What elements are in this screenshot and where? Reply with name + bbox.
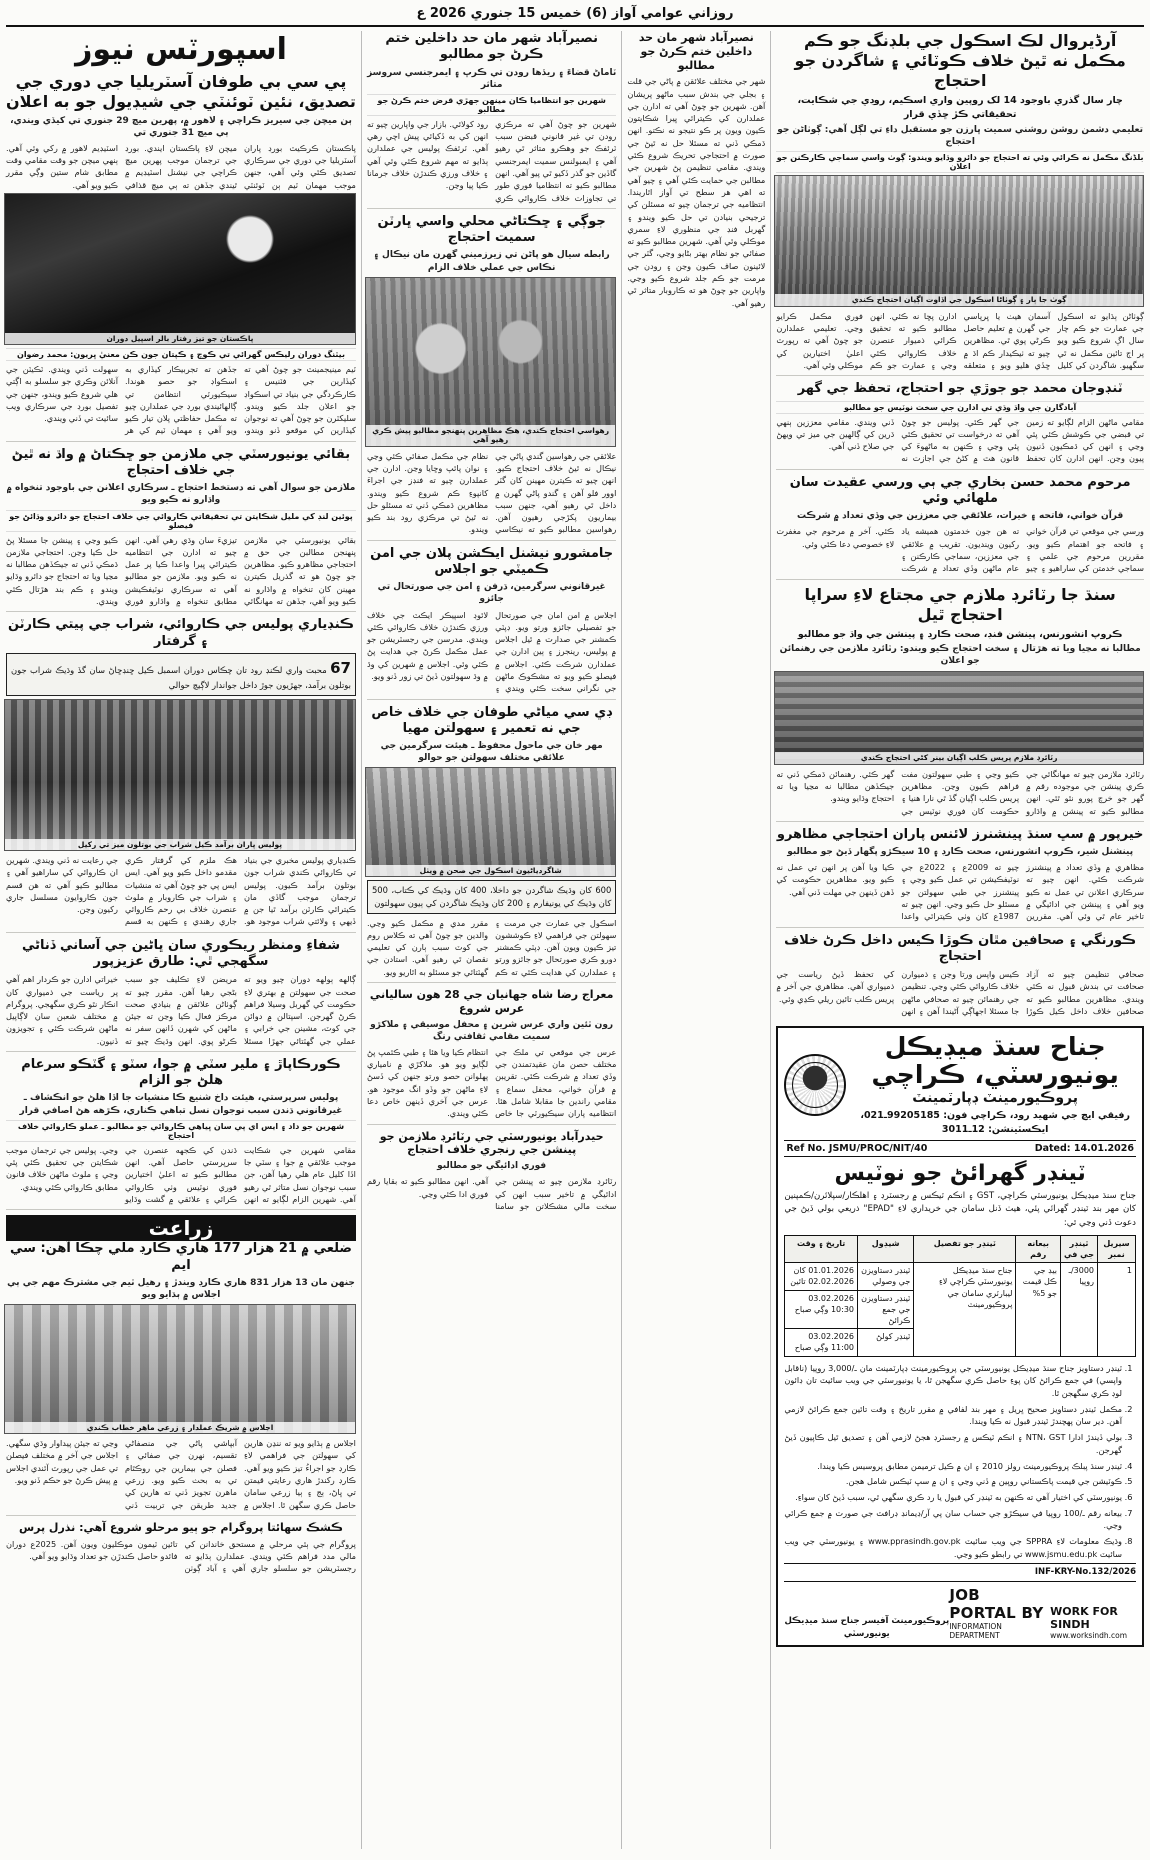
photo-caption: پاڪستان جو تيز رفتار بالر اسپيل دوران: [5, 333, 355, 344]
subhead: فوري ادائيگي جو مطالبو: [437, 1161, 547, 1172]
tender-table: [784, 1235, 1136, 1357]
article-photo: [4, 699, 356, 851]
article-body: ورسي جي موقعي تي قرآن خواني ۽ فاتحه جو اهتمام ڪيو ويو. مقررين مرحوم جي علمي ۽ سماجي خدمتن کي ساراهيو ۽ چيو ته هن جون خدمتون هميشه ياد رکيون وينديون. تقريب ۾ علائقي جي معززين، سماجي ڪارڪنن ۽ عام ماڻهن وڏي تعداد ۾ شرڪت ڪئي. آخر ۾ مرحوم جي مغفرت لاءِ خصوصي دعا ڪئي وئي.: [776, 526, 1144, 574]
cell-bid: بيڊ جي ڪل قيمت جو 5%: [1016, 1263, 1061, 1356]
subhead: پينشنل شير، ڪروپ انشورنس، صحت ڪارڊ ۽ 10 سيڪڙو پگهار ڏيڻ جو مطالبو: [787, 847, 1134, 858]
subhead: پوليس سرپرستي، هيئت داخ شنيع ڪا منشيات جا اڏا هلڻ جو انڪشاف ـ غيرقانوني ڌندن سبب نوجوان نسل تباهي ڪناري، ڪڙهه هڻ اصافي قرار: [19, 1093, 343, 1116]
job-portal-text: [949, 1586, 1050, 1640]
term-item: 1. ٽينڊر دستاويز جناح سنڌ ميڊيڪل يونيورسٽي جي پروڪيورمينٽ ڊپارٽمينٽ مان ـ/3,000 روپيا (ناقابل واپسي) في جمع ڪرائڻ کان پوءِ حاصل ڪري سگهجن ٿا، يا يونيورسٽي جي ويب سائيٽ تان ڊائون لوڊ ڪري سگهجن ٿا.: [784, 1362, 1122, 1400]
article-photo: [774, 671, 1144, 765]
university-name: جناح سنڌ ميڊيڪل يونيورسٽي، ڪراچي: [871, 1032, 1119, 1089]
university-crest-icon: [784, 1054, 846, 1116]
cell-schedule: ٽينڊر دستاويزن جي وصولي: [858, 1263, 914, 1290]
police-note-box: [6, 653, 356, 696]
subhead: مهر خان جي ماحول محفوظ ـ هيئت سرگرمين جي علائقي مختلف سهولتن جو حوالو: [380, 741, 603, 764]
headline: ضلعي ۾ 21 هزار 177 هاري ڪارڊ ملي چڪا آهن: سي ايم: [10, 1241, 352, 1273]
tender-advertisement: [776, 1026, 1144, 1647]
masthead: روزاني عوامي آواز (6) خميس 15 جنوري 2026 ع: [6, 4, 1144, 27]
article-photo: [365, 277, 616, 447]
term-item: 6. يونيورسٽي کي اختيار آهي ته ڪنهن به ٽينڊر کي قبول يا رد ڪري سگهي ٿي، سبب ڏيڻ کان سواءِ.: [784, 1491, 1122, 1504]
department-name: پروڪيورمينٽ ڊپارٽمينٽ: [912, 1090, 1079, 1107]
ad-intro: جناح سنڌ ميڊيڪل يونيورسٽي ڪراچي، GST ۽ انڪم ٽيڪس ۾ رجسٽرڊ ۽ اهلڪار/سپلائرن/ڪمپنين کان مهر بند ٽينڊر گهرائي پئي، هيٺ ڏنل سامان جي خريداري لاءِ "EPAD" ذريعي بولي ڏيڻ جي دعوت ڏني وڃي ٿي:: [784, 1190, 1137, 1228]
column-divider: [361, 31, 362, 1849]
article-naseerabad-encroachment: [367, 31, 616, 209]
ad-reference-row: [784, 1140, 1136, 1157]
work-for-sindh-label: WORK FOR SINDH: [1050, 1605, 1118, 1632]
cell-fee: 3000/ـ روپيا: [1060, 1263, 1097, 1356]
column-divider: [770, 31, 771, 1849]
term-item: 7. بيعانه رقم ـ/100 روپيا في سيڪڙو جي حساب سان پي آر/ڊيمانڊ ڊرافٽ جي صورت ۾ جمع ڪرائي وڃي.: [784, 1507, 1122, 1532]
article-urs: [367, 988, 616, 1125]
column-left: [6, 31, 356, 1849]
headline: نصيرآباد شهر مان حد داخلين ختم ڪرڻ جو مطالبو: [385, 31, 598, 63]
sports-logo: اسپورٽس نيوز: [75, 32, 287, 67]
headline: آرڈيروال لڪ اسڪول جي بلڊنگ جو ڪم مڪمل نه ٿيڻ خلاف ڪوٽائي ۽ شاگردن جو احتجاج: [794, 31, 1126, 90]
article-photo: [4, 1304, 356, 1434]
article-shifa-health: [6, 938, 356, 1052]
headline: سنڌ جا رٽائرڊ ملازم جي مجتاع لاءِ سراپا احتجاج ٿيل: [804, 584, 1116, 624]
article-sports-lead: [6, 31, 356, 442]
procurement-signature: پروڪيورمينٽ آفيسر جناح سنڌ ميڊيڪل يونيورسٽي: [784, 1615, 950, 1639]
article-khairpur-pensioners: [776, 827, 1144, 928]
article-body: صحافي تنظيمن چيو ته آزاد صحافت تي بندش قبول نه ڪئي ويندي. مظاهرين مطالبو ڪيو ته صحافين خلاف داخل ڪيل ڪوڙا ڪيس واپس ورتا وڃن ۽ ذميوارن خلاف ڪاروائي ڪئي وڃي. تنظيمن جي رهنمائن چيو ته صحافي ماڻهن جا مسئلا اجهاڳي آڻيندا آهن ۽ انهن کي تحفظ ڏيڻ رياست جي ذميواري آهي. مظاهري جي آخر ۾ پريس ڪلب تائين ريلي ڪڍي وئي.: [776, 969, 1144, 1017]
th-detail: ٽينڊر جو تفصيل: [914, 1235, 1016, 1262]
headline: ڪشڪ سهائتا پروگرام جو ٻيو مرحلو شروع آهي: نذرل پرس: [18, 1520, 343, 1534]
article-body: رٽائرڊ ملازمن چيو ته پينشن جي ادائيگي ۾ تاخير سبب انهن کي سخت مالي مشڪلاتن جو سامنا آهي. انهن مطالبو ڪيو ته بقايا رقم فوري ادا ڪئي وڃي.: [366, 1176, 617, 1211]
photo-caption: ڳوٺ جا ٻار ۽ ڳوٺاڻا اسڪول جي اڏاوت اڳيان احتجاج ڪندي: [775, 294, 1143, 305]
headline: ڪورنگي ۽ صحافين مٿان ڪوڙا ڪيس داخل ڪرڻ خلاف احتجاج: [784, 932, 1137, 964]
article-kashti-program: [6, 1521, 356, 1579]
tender-terms-list: [784, 1362, 1136, 1561]
term-item: 4. ٽينڊر سنڌ پبلڪ پروڪيورمينٽ رولز 2010 ۽ ان ۾ ڪيل ترميمن مطابق پروسيس ڪيا ويندا.: [784, 1460, 1122, 1473]
article-photo: [365, 767, 616, 877]
cell-datetime: 01.01.2026 کان 02.02.2026 تائين: [785, 1263, 858, 1290]
article-malir-gambling: [6, 1057, 356, 1210]
column-divider: [621, 31, 622, 1849]
headline: ٽنڊوجان محمد جو جوڙي جو احتجاج، تحفظ جي گهر: [797, 381, 1123, 397]
article-body: بقائي يونيورسٽي جي ملازمن پنهنجن مطالبن جي حق ۾ احتجاجي مظاهرو ڪيو. مظاهرين جو چوڻ هو ته گذريل ڪيترن مهينن کان تنخواه ۾ واڌارو نه ڪيو ويو آهي، جڏهن ته مهانگائي تيزيءَ سان وڌي رهي آهي. انهن چيو ته ادارن جي انتظاميه ڪيترائي ڀيرا واعدا ڪيا پر عمل نه ڪيو ويو. ملازمن جو مطالبو آهي ته سرڪاري نوٽيفڪيشن مطابق تنخواه ۾ واڌارو فوري ڪيو وڃي ۽ پينشن جا مسئلا پڻ حل ڪيا وڃن. احتجاجي ملازمن ڌمڪي ڏني ته جيڪڏهن مطالبا نه مڃيا ويا ته احتجاج جو دائرو وڌايو ويندو ۽ ڪم بند هڙتال ڪئي ويندي.: [6, 534, 356, 607]
photo-caption: رهواسي احتجاج ڪندي، هڪ مظاهرين پنهنجو مطالبو پيش ڪري رهيو آهي: [366, 425, 615, 446]
ad-date: Dated: 14.01.2026: [1034, 1142, 1134, 1154]
article-body: اجلاس ۾ ٻڌايو ويو ته ننڍن هارين کي سهولتن جي فراهمي لاءِ ڪارڊ جو اجراءُ تيز ڪيو ويو آهي. ڪارڊ رکندڙ هاري رعايتي قيمتن تي ڀاڻ، ٻج ۽ ٻيا زرعي سامان حاصل ڪري سگهن ٿا. اجلاس ۾ آبپاشي پاڻي جي منصفاڻي تقسيم، نهرن جي صفائي ۽ فصلن جي بيمارين جي روڪٿام تي به بحث ڪيو ويو. زرعي ماهرن تجويز ڏني ته هارين کي جديد طريقن جي تربيت ڏني وڃي ته جيئن پيداوار وڌي سگهي. اجلاس جي آخر ۾ مختلف فيصلن تي عمل جي رپورٽ آئندي اجلاس ۾ پيش ڪرڻ جو حڪم ڏنو ويو.: [6, 1438, 356, 1510]
article-tandojam: [776, 381, 1144, 469]
subhead: رابطه سيال هو پاڻن تي زيرزميني گهرن مان نيڪال ۽ نڪاس جي عملي خلاف الزام: [373, 250, 610, 273]
address-line: رفيقي ايچ جي شهيد رود، ڪراچي فون: 99205185ـ021، ايڪسٽينشن: 12ـ3011: [860, 1110, 1130, 1135]
article-bukhari-anniversary: [776, 475, 1144, 580]
photo-caption: رٽائرڊ ملازم پريس ڪلب اڳيان بينر کڻي احتجاج ڪندي: [775, 752, 1143, 763]
column-center: [367, 31, 616, 1849]
term-item: 5. ڪوٽيشن جي قيمت پاڪستاني روپين ۾ ڏني وڃي ۽ ان ۾ سڀ ٽيڪس شامل هجن.: [784, 1475, 1122, 1488]
article-body: عرس جي موقعي تي ملڪ جي مختلف حصن مان عقيدتمندن جي وڏي تعداد ۾ شرڪت ڪئي. تقريبن ۾ قرآن خواني، محفل سماع ۽ مقامي راندين جا مقابلا شامل هئا. انتظاميه پاران سيڪيورٽي جا خاص انتظام ڪيا ويا هئا ۽ طبي ڪئمپ پڻ لڳايو ويو هو. ملاکڙي ۾ نامياري پهلوانن حصو ورتو جنهن کي ڏسڻ لاءِ ماڻهن جو وڏو انگ موجود هو. عرس جي آخري ڏينهن خاص دعا ڪئي ويندي.: [366, 1046, 617, 1119]
headline: معراج رضا شاه جهانيان جي 28 هون سالياني عرس شروع: [369, 988, 614, 1015]
subhead: ٽاماڻ قضاءَ ۽ ريڏها رودن تي ڪرڀ ۽ ايمرجنسي سروسز متاثر: [367, 67, 617, 90]
police-note-text: محبت واري لڪنڊ رود تان چڪاس دوران اسمبل ڪيل ڇنڊڇاڻ سان گڏ وڌيڪ شراب جون بوتلون برآمد، جهڙيون جوڙ داخل جواندار لاڳيچ حوالي: [11, 664, 351, 691]
article-agriculture: [6, 1215, 356, 1516]
ad-titles: [854, 1033, 1136, 1136]
article-mohalla-protest: [367, 214, 616, 541]
article-body: مظاهري ۾ وڏي تعداد ۾ پينشنرز شرڪت ڪئي. انهن چيو ته سرڪاري اعلانن تي عمل نه ڪيو ويو آهي ۽ پينشن جي ادائيگي ۾ تاخير عام ٿي وئي آهي. مقررين چيو ته 2009ع ۽ 2022ع جي نوٽيفڪيشن تي عمل ڪيو وڃي ۽ پينشنرز جي طبي سهولتن جو مسئلو حل ڪيو وڃي. انهن چيو ته 1987ع کان وٺي ڪيترائي واعدا ڪيا ويا آهن پر انهن تي عمل نه ڪيو ويو. مظاهرين حڪومت کي ڏهن ڏينهن جي مهلت ڏني آهي.: [776, 862, 1144, 922]
article-sindh-retired: [776, 585, 1144, 822]
dek: ڪروپ انشورنس، پينشن فنڊ، صحت ڪارڊ ۽ پينشن جي واڌ جو مطالبو: [797, 628, 1123, 640]
byline: شهرين جو داد ۽ ايس اي پي سان ڀياهي ڪاروائي جو مطالبو ـ عملو ڪاروائي خلاف احتجاج: [6, 1120, 356, 1142]
article-body: ٽيم مينيجمينٽ جو چوڻ آهي ته کيڏارين جي فٽنيس ۽ ڪارڪردگي جي بنياد تي اسڪواڊ جو اعلان جلد ڪيو ويندو. سلیکٽرن جو چوڻ آهي ته نوجوان کيڏارين کي موقعو ڏنو ويندو، جڏهن ته تجربيڪار کيڏاري به اسڪواڊ جو حصو هوندا. سيڪيورٽي انتظامن تي ڳالهائيندي بورڊ جي عملدارن چيو ته مڪمل حفاظتي پلان تيار ڪيو ويو آهي ۽ مهمان ٽيم کي هر سهولت ڏني ويندي. ٽڪيٽن جي آنلائن وڪري جو سلسلو به اڳتي هلي شروع ڪيو ويندو، جنهن جي تفصيل بورڊ جي سرڪاري ويب سائيٽ تي ڏني ويندي.: [6, 363, 356, 436]
article-baqai-university: [6, 447, 356, 613]
job-portal-logo[interactable]: [1050, 1605, 1136, 1640]
th-sr: سيريل نمبر: [1098, 1235, 1136, 1262]
headline: ڊي سي مياڻي طوفان جي خلاف خاص جي نه تعمير ۽ سهولتن مهيا: [371, 704, 612, 736]
subhead: رون ٽئين واري عرس شرين ۽ محفل موسيقي ۽ ملاکڙو سميت مقامي ثقافتي رنگ: [370, 1019, 614, 1042]
job-portal-title: JOB PORTAL BY: [949, 1586, 1044, 1623]
article-body: مقامي ماڻهن الزام لڳايو ته زمين تي قبضي جي ڪوشش ڪئي پئي وڃي ۽ انهن کي ڌمڪيون ڏنيون پيون وڃن. انهن ادارن کان تحفظ جي گهر ڪئي. پوليس جو چوڻ آهي ته درخواست تي تحقيق ڪئي پئي وڃي ۽ ڪنهن به ماڻهوءَ کي قانون هٿ ۾ کڻڻ جي اجازت نه ڏني ويندي. مقامي معززين ٻنهي ڌرين کي ڳالهين جي ميز تي ويهڻ جي صلاح ڏني آهي.: [776, 416, 1144, 464]
headline: شفاءِ ومنظر ريڪوري سان ڀاڻين جي آساني ڏناڻي سگهجي ٿي: طارق عزيزپور: [21, 937, 341, 969]
term-item: 2. مڪمل ٽينڊر دستاويز صحيح ڀريل ۽ مهر بند لفافي ۾ مقرر تاريخ ۽ وقت تائين جمع ڪرائڻ لازمي آهن. دير سان پهچندڙ ٽينڊر قبول نه ڪيا ويندا.: [784, 1403, 1122, 1428]
bottle-count: 67: [330, 658, 351, 677]
ref-no: Ref No. JSMU/PROC/NIT/40: [786, 1142, 928, 1154]
subhead: قرآن خواني، فاتحه ۽ خيرات، علائقي جي معززين جي وڏي تعداد ۾ شرڪت: [796, 511, 1124, 522]
column-right: [776, 31, 1144, 1849]
school-stats-box: 600 کان وڌيڪ شاگردن جو داخلا، 400 کان وڌيڪ کي ڪتاب، 500 کان وڌيڪ کي يونيفارم ۽ 200 کان وڌيڪ شاگردن کي ٻيون سهولتون: [367, 880, 616, 913]
article-naseerabad-encroachment-2: [627, 31, 765, 313]
article-school-building: [776, 31, 1144, 376]
byline: آبادگارن جي واڌ وڌي تي ادارن جي سخت نوٽيس جو مطالبو: [776, 401, 1144, 414]
ad-footer: [784, 1581, 1136, 1640]
photo-caption: شاگردياڻيون اسڪول جي صحن ۾ ويٺل: [366, 865, 615, 876]
cell-detail: جناح سنڌ ميڊيڪل يونيورسٽي ڪراچي لاءِ ليبارٽري سامان جي پروڪيورمينٽ: [914, 1263, 1016, 1356]
article-kandiaro-police: [6, 617, 356, 932]
headline: حيدرآباد يونيورسٽي جي رٽائرڊ ملازمن جو پينشن جي رنجري خلاف احتجاج: [379, 1129, 604, 1157]
subhead: تعليمي دشمن روشن روشني سميت ڀارزن جو مستقبل داءِ تي لڳل آهي: ڳوٺاڻن جو احتجاج: [777, 124, 1144, 147]
divider: [784, 1563, 1136, 1564]
page-grid: [6, 31, 1144, 1849]
article-body: علائقي جي رهواسين گندي پاڻي جي نيڪال نه ٿيڻ خلاف احتجاج ڪيو. انهن چيو ته ڪيترن مهينن کان گٽر اوور فلو آهن ۽ گندو پاڻي گهرن ۾ داخل ٿي رهيو آهي، جنهن سبب بيماريون پکڙجي رهيون آهن. رهواسين مطالبو ڪيو ته نيڪاسي نظام جي مڪمل صفائي ڪئي وڃي ۽ نوان پائپ وڇايا وڃن. ادارن جي عملدارن چيو ته فنڊز جي اجراءَ کانپوءِ ڪم شروع ڪيو ويندو. مظاهرين ڌمڪي ڏني ته مسئلو حل نه ٿيڻ تي مرڪزي رود بند ڪيو ويندو.: [366, 450, 617, 535]
table-row: [785, 1263, 1136, 1290]
agriculture-section-banner: زراعت: [6, 1215, 356, 1241]
headline: ڪورڪاپاڙ ۽ ملير سٽي ۾ جوا، سٽو ۽ گٽڪو سرعام هلڻ جو الزام: [21, 1056, 341, 1089]
article-body: ڪنڊياري پوليس مخبري جي بنياد تي ڪاروائي ڪندي شراب جون بوتلون برآمد ڪيون. پوليس ترجمان موجب گاڏي مان ڪيترائي ڪارٽن برآمد ٿيا جن ۾ ڏيهي ۽ ولائتي شراب موجود هو. هڪ ملزم کي گرفتار ڪري مقدمو داخل ڪيو ويو آهي. ايس ايس پي جو چوڻ آهي ته منشيات ۽ شراب جي ڪاروبار ۾ ملوث عنصرن خلاف بي رحم ڪاروائي جاري رهندي ۽ ڪنهن به قسم جي رعايت نه ڏني ويندي. شهرين ان ڪاروائي کي ساراهيو آهي ۽ مطالبو ڪيو آهي ته هن قسم جون ڪاروايون مسلسل جاري رکيون وڃن.: [6, 854, 356, 927]
cell-sr: 1: [1098, 1263, 1136, 1356]
byline: پوئين لنڊ کي مليل شڪايتن تي تحقيقاتي ڪاروائي جي خلاف احتجاج جو دائرو وڌائڻ جو فيصلو: [6, 510, 356, 532]
byline: بلڈنگ مڪمل نه ڪرائي وئي ته احتجاج جو دائرو وڌايو ويندو: ڳوٺ واسي سماجي ڪارڪنن جو اعلان: [776, 152, 1144, 171]
article-body: ڳوٺاڻن ٻڌايو ته اسڪول جي عمارت جو ڪم چار سال اڳ شروع ڪيو ويو پر اڄ تائين مڪمل نه ٿي سگهيو. شاگردن کي کليل آسمان هيٺ يا ڀرپاسي جي گهرن ۾ تعليم حاصل ڪرڻي پوي ٿي. مظاهرين چيو ته ٺيڪيدار ڪم اڌ ۾ ڇڏي هليو ويو ۽ متعلقه ادارن پڇا نه ڪئي. انهن مطالبو ڪيو ته تحقيق ڪرائي ذميوار عنصرن خلاف ڪاروائي ڪئي وڃي ۽ عمارت جو ڪم فوري مڪمل ڪرايو وڃي. تعليمي عملدارن جو چوڻ آهي ته رپورٽ اعليٰ اختيارين کي موڪلي وئي آهي.: [776, 310, 1144, 370]
article-peace-committee: [367, 546, 616, 700]
article-body: شهرين جو چوڻ آهي ته مرڪزي رودن تي غير قانوني قبضن سبب ٽرئفڪ جو وهڪرو متاثر ٿي رهيو آهي ۽ ايمبولنس سميت ايمرجنسي گاڏين جو گذر ڏکيو ٿي پيو آهي. انهن مطالبو ڪيو ته انتظاميا فوري طور تي تجاوزات خلاف ڪاروائي ڪري رود کولائي. بازار جي واپارين چيو ته انهن کي به ڏکيائي پيش اچي رهي آهي. ٽرئفڪ پوليس جي عملدارن ٻڌايو ته مهم شروع ڪئي وئي آهي ۽ خلاف ورزي ڪندڙن خلاف جرمانا ڪيا پيا وڃن.: [366, 118, 617, 203]
article-hyderabad-pensioners: [367, 1130, 616, 1217]
table-header-row: [785, 1235, 1136, 1262]
subhead: جنهن مان 13 هزار 831 هاري ڪارڊ ويندڙ ۽ رهيل ٽيم جي مشترڪ مهم جي ٻي اجلاس ۾ ٻڌايو ويو: [7, 1277, 355, 1300]
photo-caption: اجلاس ۾ شريڪ عملدار ۽ زرعي ماهر خطاب ڪندي: [5, 1422, 355, 1433]
article-body: اسڪول جي عمارت جي مرمت ۽ سهولتن جي فراهمي لاءِ ڪوششون تيز ڪيون ويون آهن. ڊپٽي ڪمشنر دورو ڪري صورتحال جو جائزو ورتو ۽ عملدارن کي هدايت ڪئي ته ڪم مقرر مدي ۾ مڪمل ڪيو وڃي. والدين جو چوڻ آهي ته ڪلاس روم جي کوٽ سبب ٻارن کي تعليمي نقصان ٿي رهيو آهي. استادن جي گهٽتائي جو مسئلو به اٿاريو ويو.: [366, 917, 617, 977]
dek: چار سال گذري باوجود 14 لک روپين واري اسڪيم، روڊي جي شڪايت، تحقيقاتي ڪڙ ڇڏي قرار: [797, 95, 1123, 120]
cell-schedule: ٽينڊر دستاويزن جي جمع ڪرائڻ: [858, 1290, 914, 1329]
subhead: ٻن ميچن جي سيريز ڪراچي ۽ لاهور ۾، پهرين ميچ 29 جنوري تي کيڏي ويندي، ٻي ميچ 31 جنوري تي: [10, 115, 352, 138]
cell-schedule: ٽينڊر کولڻ: [858, 1329, 914, 1356]
ad-header: [784, 1033, 1136, 1136]
byline: شهرين جو انتظاميا ڪان مينهن جهڙي قرض ختم ڪرڻ جو مطالبو: [367, 94, 616, 116]
term-item: 8. وڌيڪ معلومات لاءِ SPPRA جي ويب سائيٽ www.pprasindh.gov.pk ۽ يونيورسٽي جي ويب سائيٽ www.jsmu.edu.pk تي رابطو ڪيو وڃي.: [784, 1535, 1122, 1560]
headline: جامشورو نيشنل ايڪشن پلان جي امن ڪميٽي جو اجلاس: [370, 545, 614, 577]
term-item: 3. بولي ڏيندڙ ادارا NTN، GST ۽ انڪم ٽيڪس ۾ رجسٽرڊ هجڻ لازمي آهن ۽ تصديق ٿيل ڪاپيون ڏيڻ گهرجن.: [784, 1431, 1122, 1456]
th-fee: ٽينڊر جي في: [1060, 1235, 1097, 1262]
headline: نصيرآباد شهر مان حد داخلين ختم ڪرڻ جو مطالبو: [638, 31, 754, 72]
article-body: اجلاس ۾ امن امان جي صورتحال جو تفصيلي جائزو ورتو ويو. ڊپٽي ڪمشنر جي صدارت ۾ ٿيل اجلاس ۾ پوليس، رينجرز ۽ ٻين ادارن جي عملدارن شرڪت ڪئي. اجلاس ۾ فيصلو ڪيو ويو ته مشڪوڪ ماڻهن جي نگراني سخت ڪئي ويندي ۽ لائوڊ اسپيڪر ايڪٽ جي خلاف ورزي ڪندڙن خلاف ڪاروائي ڪئي ويندي. مدرسن جي رجسٽريشن جو عمل مڪمل ڪرڻ جي هدايت پڻ ڪئي وئي. اجلاس ۾ شهرين کي وڌ ۾ وڌ سهولتون ڏيڻ تي زور ڏنو ويو.: [366, 609, 617, 694]
article-body: ڳالهه ٻولهه دوران چيو ويو ته صحت جي سهولتن ۾ بهتري لاءِ حڪومت کي گهربل وسيلا فراهم ڪرڻ گهرجن. اسپتالن ۾ دوائن جي کوٽ، مشينن جي خرابي ۽ عملي جي گهٽتائي جهڙا مسئلا مريضن لاءِ تڪليف جو سبب بڻجي رهيا آهن. مقرر چيو ته ڳوٺاڻن علائقن ۾ بنيادي صحت مرڪز فعال ڪيا وڃن ته جيئن ماڻهن کي شهرن ڏانهن سفر نه ڪرڻو پوي. انهن وڌيڪ چيو ته خيراتي ادارن جو ڪردار اهم آهي پر رياست جي ذميواري کان انڪار نٿو ڪري سگهجي. پروگرام ۾ مختلف شعبن سان لاڳاپيل ماڻهن شرڪت ڪئي ۽ تجويزون ڏنيون.: [6, 974, 356, 1046]
article-body: پروگرام جي ٻئي مرحلي ۾ مستحق خاندانن کي مالي مدد فراهم ڪئي ويندي. عملدارن ٻڌايو ته رجسٽريشن جو سلسلو جاري آهي ۽ آباد ڳوٺن تائين ٽيمون موڪليون ويون آهن. 2025ع دوران فائدو حاصل ڪندڙن جو تعداد وڌايو ويو آهي.: [6, 1538, 356, 1574]
headline: خيرپور ۾ سڀ سنڌ پينشنرز لائنس پاران احتجاجي مظاهرو: [776, 826, 1144, 842]
headline: مرحوم محمد حسن بخاري جي ٻي ورسي عقيدت سان ملهائي وئي: [789, 474, 1131, 506]
byline: بيٽنگ دوران رليڪس گهرائي تي ڪوچ ۽ ڪپتان جون ڪن معنيٰ ڀريون: محمد رضوان: [6, 348, 356, 361]
photo-caption: پوليس پاران برآمد ڪيل شراب جي بوتلون ميز تي رکيل: [5, 839, 355, 850]
headline: جوڳي ۽ ڇڪتاڻي محلي واسي ڀارٽن سميت احتجاج: [377, 213, 606, 246]
th-bid: بيعانه رقم: [1016, 1235, 1061, 1262]
headline: بقائي يونيورسٽي جي ملازمن جو ڇڪتاڻ ۾ واڌ نه ٿيڻ جي خلاف احتجاج: [11, 446, 351, 478]
subhead: ملازمن جو سوال آهي ته دستخط احتجاج ـ سرڪاري اعلانن جي باوجود تنخواه ۾ واڌارو نه ڪيو ويو: [6, 483, 356, 506]
job-portal-sub: INFORMATION DEPARTMENT: [949, 1622, 1002, 1641]
article-korangi-journalists: [776, 933, 1144, 1022]
article-school-facilities: [367, 705, 616, 983]
column-mid-right: [627, 31, 765, 1849]
article-body: شهر جي مختلف علائقن ۾ پاڻي جي قلت ۽ بجلي جي بندش سبب ماڻهو پريشان آهن. شهرين جو چوڻ آهي ته ادارن جي عملدارن کي ڪيترائي ڀيرا شڪايتون ڪيون ويون پر ڪو نتيجو نه نڪتو. انهن ڌمڪي ڏني ته مسئلا حل نه ٿيڻ جي صورت ۾ احتجاجي تحريڪ شروع ڪئي ويندي. مقامي تنظيمن پڻ شهرين جي مطالبن جي حمايت ڪئي آهي ۽ چيو آهي ته اهي هر سطح تي آواز اٿاريندا. انتظاميه جي ترجمان چيو ته مسئلن کي ترجيحي بنيادن تي حل ڪيو ويندو ۽ گهربل فنڊ جي منظوري لاءِ سمري موڪلي وئي آهي. شهرين مطالبو ڪيو ته صفائي جو نظام بهتر بڻايو وڃي، گٽر جي لائينون صاف ڪيون وڃن ۽ رودن جي مرمت جو ڪم جلد شروع ڪيو وڃي. واپارين جو چوڻ هو ته ڪاروبار متاثر ٿي رهيو آهي.: [627, 76, 766, 308]
cell-datetime: 03.02.2026 10:30 وڳي صباح: [785, 1290, 858, 1329]
th-schedule: شيڊول: [858, 1235, 914, 1262]
work-url: www.worksindh.com: [1050, 1631, 1128, 1641]
subhead: غيرقانوني سرگرمين، ڌرفن ۽ امن جي صورتحال تي جائزو: [377, 582, 606, 605]
subhead: مطالبا نه مڃيا ويا ته هڙتال ۽ سخت احتجاج ڪيو ويندو: رٽائرڊ ملازمن جي رهنمائن جو اعلان: [779, 644, 1141, 667]
article-body: رٽائرڊ ملازمن چيو ته مهانگائي جي ڪري پينشن جي موجوده رقم ۾ گهر جو خرچ پورو نٿو ٿئي. انهن مطالبو ڪيو ته پينشن ۾ واڌارو ڪيو وڃي ۽ طبي سهولتون مفت فراهم ڪيون وڃن. مظاهرين پريس ڪلب اڳيان گڏ ٿي نارا هنيا ۽ حڪومت کان فوري نوٽيس جي گهر ڪئي. رهنمائن ڌمڪي ڏني ته جيڪڏهن مطالبا نه مڃيا ويا ته احتجاج وڌايو ويندو.: [776, 768, 1144, 816]
inf-number: INF-KRY-No.132/2026: [1034, 1567, 1136, 1578]
article-photo: [4, 193, 356, 345]
article-photo: [774, 175, 1144, 307]
headline: ڪنڊياري پوليس جي ڪاروائي، شراب جي پيتي ڪارٽن ۽ گرفتار: [7, 617, 354, 649]
th-datetime: تاريخ ۽ وقت: [785, 1235, 858, 1262]
cell-datetime: 03.02.2026 11:00 وڳي صباح: [785, 1329, 858, 1356]
article-body: مقامي شهرين جي شڪايت موجب علائقي ۾ جوا ۽ سٽي جا اڏا کليل عام هلي رهيا آهن، جن سبب نوجوان نسل متاثر ٿي رهيو آهي. شهرين الزام لڳايو ته انهن ڌندن کي ڪجهه عنصرن جي سرپرستي حاصل آهي. انهن مطالبو ڪيو ته اعليٰ اختيارين فوري نوٽيس وٺي ڪاروائي ڪرائي ۽ علائقي ۾ گشت وڌايو وڃي. پوليس جي ترجمان موجب شڪايتن جي تحقيق ڪئي پئي وڃي ۽ ملوث ماڻهن خلاف قانون مطابق ڪاروائي ڪئي ويندي.: [6, 1144, 356, 1204]
article-body-top: پاڪستان ڪرڪيٽ بورڊ پاران آسٽريليا جي دوري جي سرڪاري تصديق ڪئي وئي آهي، جنهن موجب مهمان ٽيم ٻن ٽوئنٽي ميچن لاءِ پاڪستان ايندي. بورڊ جي ترجمان موجب پهرين ميچ ڪراچي جي نيشنل اسٽيڊيم ۾ ٿيندي جڏهن ته ٻي ميچ قذافي اسٽيڊيم لاهور ۾ رکي وئي آهي. ٻنهي ميچن جو وقت مقامي وقت مطابق شام ستين وڳي مقرر ڪيو ويو آهي.: [6, 142, 356, 190]
headline: پي سي بي طوفان آسٽريليا جي دوري جي تصديق، نئين ٽوئنٽي جي شيڊيول جو به اعلان: [6, 71, 356, 111]
ad-headline: ٽينڊر گهرائڻ جو نوٽيس: [834, 1160, 1086, 1186]
